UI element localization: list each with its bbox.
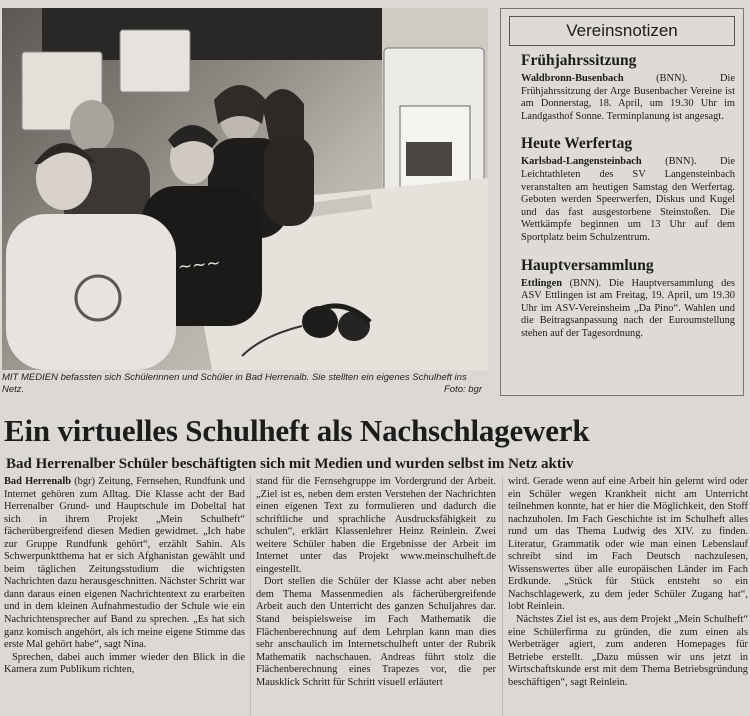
article-column-1	[4, 476, 245, 716]
notice-place: Waldbronn-Busenbach	[521, 73, 624, 84]
notice-text	[521, 278, 735, 341]
article-paragraph: wird. Gerade wenn auf eine Arbeit hin gelernt wird oder ein Schüler wegen Krankheit nicht am Unterricht teilnehmen konnte, hat er hier die Möglichkeit, den Stoff nachzuholen. Im Fach Geschichte ist im Schulheft alles rund um das Thema Ludwig des XIV. zu finden. Literatur, Grammatik oder wie man einen Lebenslauf schreibt sind im Fach Deutsch nachzulesen, Wissenswertes über alle europäischen Länder im Fach Erdkunde. „Stück für Stück entsteht so ein Nachschlagewerk, zu dem jeder Schüler Zugang hat“, lobt Reinlein.	[508, 476, 748, 613]
article-column-3	[508, 476, 748, 716]
sidebar-club-notices	[500, 8, 744, 396]
article-headline: Ein virtuelles Schulheft als Nachschlagewerk	[4, 413, 590, 448]
column-divider	[502, 476, 503, 716]
article-paragraph: Dort stellen die Schüler der Klasse acht aber neben dem Thema Massenmedien als fächerübergreifende Arbeit auch den Unterricht des ganzen Schuljahres dar. Stand beispielsweise im Fach Mathematik die Flächenberechnung auf dem Lehrplan kann man dies sehr anschaulich im Internetschulheft unter der Rubrik Mathematik nachschauen. Andreas führt stolz die Flächenberechnung eines Trapezes vor, die per Mausklick Schritt für Schritt visuell erläutert	[256, 576, 496, 688]
notice-heading: Heute Werfertag	[521, 135, 633, 153]
notice-body: (BNN). Die Hauptversammlung des ASV Ettlingen ist am Freitag, 19. April, um 19.30 Uhr im ASV-Vereinsheim „Da Pino“. Wahlen und die Beitragsanpassung nach der Euroumstellung stehen auf der Tagesordnung.	[521, 277, 735, 339]
article-dateline: Bad Herrenalb	[4, 476, 72, 487]
notice-heading: Hauptversammlung	[521, 256, 654, 274]
article-subheadline: Bad Herrenalber Schüler beschäftigten sich mit Medien und wurden selbst im Netz aktiv	[6, 456, 574, 472]
article-paragraph: Sprechen, dabei auch immer wieder den Blick in die Kamera zum Publikum richten,	[4, 651, 245, 676]
classroom-photo-image	[2, 8, 488, 370]
article-paragraph: Nächstes Ziel ist es, aus dem Projekt „Mein Schulheft“ eine Schülerfirma zu gründen, die zum einen als Werbeträger agiert, zum anderen Homepages für Betriebe erstellt. „Dazu müssen wir uns jetzt in Wirtschaftskunde erst mit dem Thema Betriebsgründung beschäftigen“, sagt Reinlein.	[508, 614, 748, 688]
notice-text	[521, 73, 735, 123]
photo-credit: Foto: bgr	[443, 384, 482, 395]
svg-text:~~~: ~~~	[176, 253, 222, 278]
article-paragraph	[4, 476, 245, 652]
column-divider	[250, 476, 251, 716]
article-column-2	[256, 476, 496, 716]
notice-body: (BNN). Die Leichtathleten des SV Langensteinbach veranstalten am heutigen Samstag den Werfertag. Geboten werden Speerwerfen, Diskus und Kugel und das fast ausgestorbene Steinstoßen. Die Wettkämpfe beginnen um 13 Uhr auf dem Sportplatz beim Schulzentrum.	[521, 156, 735, 243]
news-photo	[2, 8, 488, 370]
notice-item	[501, 52, 743, 123]
article-paragraph: stand für die Fernsehgruppe im Vordergrund der Arbeit. „Ziel ist es, neben dem ersten Verstehen der Nachrichten einen eigenen Text zu formulieren und dadurch die schriftliche und sprachliche Ausdrucksfähigkeit zu schulen“, erklärt Klassenlehrer Heinz Reinlein. Zwei weitere Schüler haben die Ergebnisse der Arbeit im Internet unter das Projekt www.meinschulheft.de eingestellt.	[256, 476, 496, 575]
photo-caption	[2, 372, 488, 396]
sidebar-title: Vereinsnotizen	[509, 16, 735, 46]
notice-place: Karlsbad-Langensteinbach	[521, 156, 642, 168]
notice-heading: Frühjahrssitzung	[521, 52, 637, 69]
notice-place: Ettlingen	[521, 277, 562, 289]
photo-caption-text: MIT MEDIEN befassten sich Schülerinnen und Schüler in Bad Herrenalb. Sie stellten ein eigenes Schulheft ins Netz.	[2, 372, 467, 395]
notice-item	[501, 257, 743, 341]
notice-item	[501, 135, 743, 244]
article-paragraph-text: (bgr) Zeitung, Fernsehen, Rundfunk und Internet gehören zum Alltag. Die Klasse acht der Bad Herrenalber Grund- und Hauptschule im Dobeltal hat sich in ihrem Projekt „Mein Schulheft“ fächerübergreifend diesen Medien gewidmet. „Ich habe zur Gruppe Rundfunk gehört“, erzählt Sahin. Als Schwerpunktthema hat er sich Afghanistan gewählt und beim täglichen Zeitungsstudium die wichtigsten Nachrichten dazu herausgeschnitten. Nächster Schritt war dann daraus einen eigenen Nachrichtentext zu erarbeiten und in dem kleinen Aufnahmestudio der Schule wie ein Nachrichtensprecher auf Band zu sprechen. „Es hat sich ganz komisch angehört, als ich meine eigene Stimme das erste Mal gehört habe“, sagt Nina.	[4, 476, 245, 651]
notice-text	[521, 156, 735, 244]
notice-body: (BNN). Die Frühjahrssitzung der Arge Busenbacher Vereine ist am Donnerstag, 18. April, um 19.30 Uhr im Landgasthof Sonne. Terminplanung ist angesagt.	[521, 73, 735, 122]
